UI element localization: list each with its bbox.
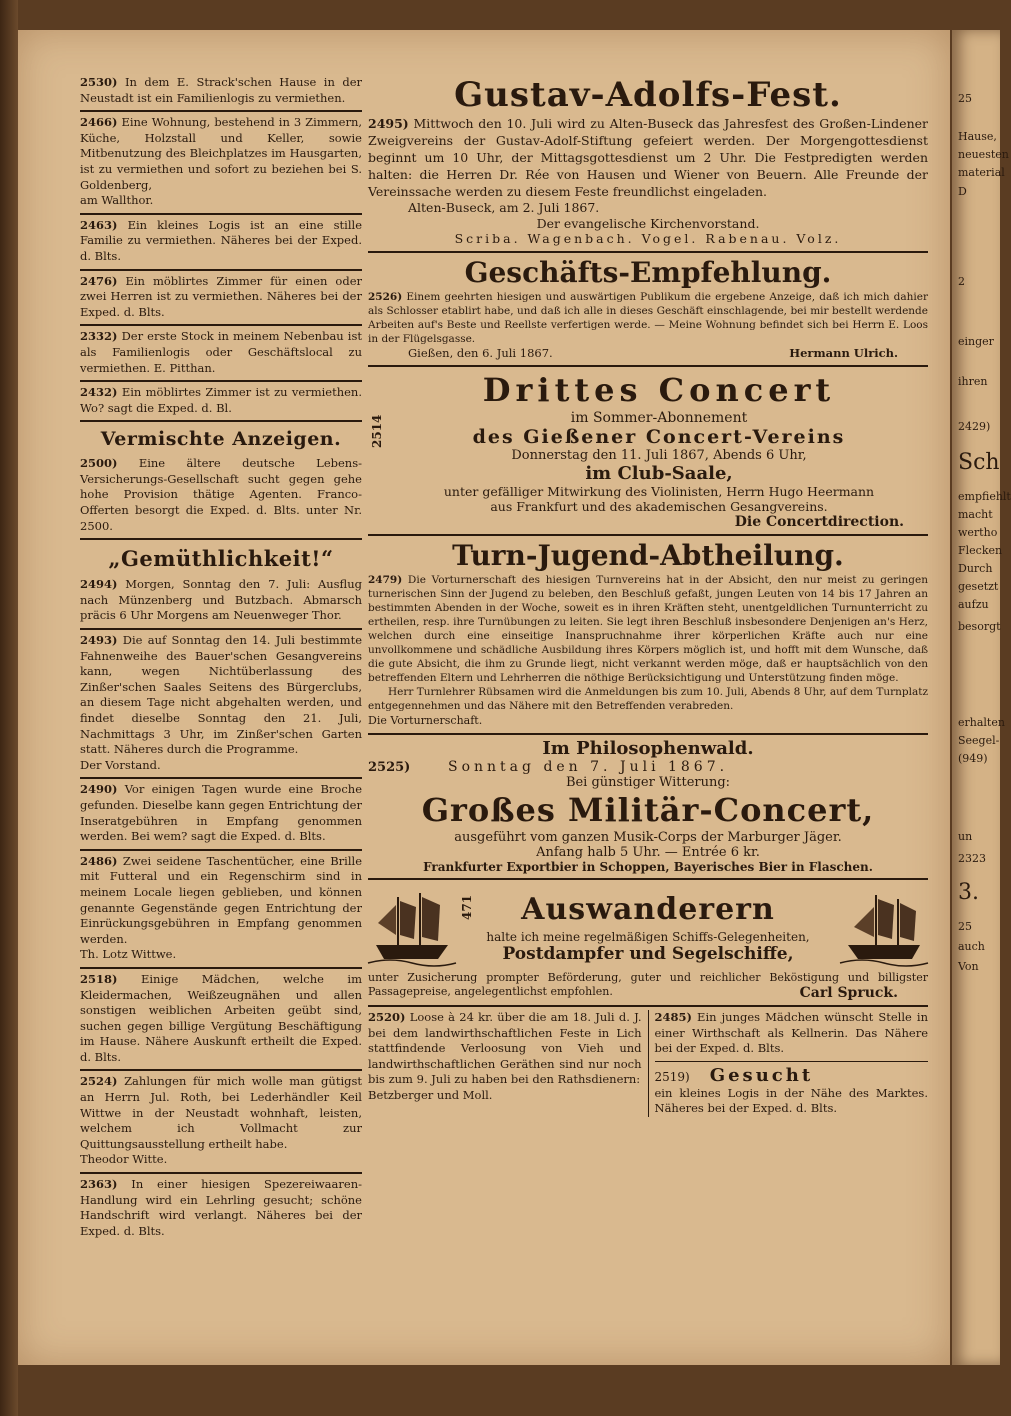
- neighbor-text-fragment: 25: [958, 920, 972, 933]
- ad-number: 2526): [368, 290, 403, 303]
- gustav-title: Gustav-Adolfs-Fest.: [454, 75, 842, 115]
- sailing-ship-illustration: [368, 883, 456, 971]
- militaer-date: Sonntag den 7. Juli 1867.: [448, 758, 729, 775]
- ad-signature: am Wallthor.: [80, 193, 154, 208]
- turn-title: Turn-Jugend-Abtheilung.: [452, 539, 844, 573]
- ad-number: 2495): [368, 116, 409, 131]
- classified-ad: [80, 972, 362, 1066]
- neighbor-text-fragment: auch: [958, 940, 985, 953]
- ad-signature: Th. Lotz Wittwe.: [80, 947, 177, 962]
- classified-ad: [80, 1074, 362, 1168]
- bottom-ads: [368, 1010, 928, 1117]
- neighbor-text-fragment: macht: [958, 508, 993, 521]
- neighbor-text-fragment: Sch: [958, 450, 1000, 475]
- classified-ad: [80, 329, 362, 376]
- neighbor-text-fragment: 2429): [958, 420, 991, 433]
- gustav-names: Scriba. Wagenbach. Vogel. Rabenau. Volz.: [454, 231, 842, 247]
- ad-number: 2530): [80, 75, 118, 89]
- ad-number: 2500): [80, 456, 118, 471]
- newspaper-page: [18, 30, 950, 1365]
- ad-number: 2485): [654, 1009, 692, 1024]
- ad-text: Morgen, Sonntag den 7. Juli: Ausflug nach Münzenberg und Butzbach. Abmarsch präcis 6 Uhr Morgens am Neuenweger Thor.: [80, 577, 362, 623]
- neighbor-text-fragment: empfiehlt: [958, 490, 1011, 503]
- classified-ad: [80, 115, 362, 209]
- militaer-beer: Frankfurter Exportbier in Schoppen, Bayerisches Bier in Flaschen.: [423, 859, 873, 874]
- ad-text: Die auf Sonntag den 14. Juli bestimmte Fahnenweihe des Bauer'schen Gesangvereins kann, wegen Nichtüberlassung des Zinßer'schen Saales Seitens des Bürgerclubs, an diesem Tage nicht abgehalten werden, und findet dieselbe Sonntag den 21. Juli, Nachmittags 3 Uhr, im Zinßer'schen Garten statt. Näheres durch die Programme.: [80, 633, 363, 757]
- auswanderer-line2: Postdampfer und Segelschiffe,: [502, 943, 794, 964]
- militaer-start: Anfang halb 5 Uhr. — Entrée 6 kr.: [536, 844, 760, 860]
- ad-number: 2493): [80, 633, 118, 648]
- neighbor-text-fragment: ihren: [958, 375, 988, 388]
- ad-number: 2463): [80, 217, 118, 232]
- ad-text: Der erste Stock in meinem Nebenbau ist als Familienlogis oder Geschäftslocal zu vermiethen. E. Pitthan.: [80, 329, 363, 375]
- ad-number: 2466): [80, 115, 118, 130]
- ad-text: Zahlungen für mich wolle man gütigst an Herrn Jul. Roth, bei Lederhändler Keil Wittwe in der Neustadt wohnhaft, leisten, welchem ich Vollmacht zur Quittungsausstellung ertheilt habe.: [80, 1074, 363, 1151]
- geschaeft-text: Einem geehrten hiesigen und auswärtigen Publikum die ergebene Anzeige, daß ich mich dahier als Schlosser etablirt habe, und daß ich alle in dieses Geschäft einschlagende, bei mir bestellt werdende Arbeiten auf's Beste und Reellste verfertigen werde. — Meine Wohnung befindet sich bei Herrn E. Loos in der Flügelsgasse.: [368, 290, 928, 345]
- ad-number: 2520): [368, 1009, 406, 1024]
- drittes-concert-ad: [368, 370, 928, 530]
- concert-line5: unter gefälliger Mitwirkung des Violinisten, Herrn Hugo Heermann: [443, 484, 875, 500]
- turn-jugend-ad: [368, 539, 928, 729]
- sailing-ship-illustration: [840, 883, 928, 971]
- ad-signature: Theodor Witte.: [80, 1152, 168, 1167]
- neighbor-text-fragment: 3.: [958, 880, 979, 905]
- kellnerin-text: Ein junges Mädchen wünscht Stelle in einer Wirthschaft als Kellnerin. Das Nähere bei der Exped. d. Blts.: [654, 1009, 929, 1056]
- ad-signature: Der Vorstand.: [80, 757, 161, 772]
- auswanderer-line3: unter Zusicherung prompter Beförderung, guter und reichlicher Beköstigung und billigster Passagepreise, angelegentlichst empfohlen.: [368, 970, 928, 998]
- concert-line6: aus Frankfurt und des akademischen Gesangvereins.: [490, 499, 828, 515]
- neighbor-text-fragment: Von: [958, 960, 979, 973]
- right-column: [368, 75, 928, 1117]
- auswanderer-signature: Carl Spruck.: [799, 984, 898, 1001]
- ad-number: 2524): [80, 1074, 118, 1089]
- book-binding-edge: [0, 0, 18, 1416]
- ad-number: 2432): [80, 385, 118, 400]
- militaer-head: Im Philosophenwald.: [542, 737, 754, 759]
- kellnerin-ad: [648, 1010, 929, 1117]
- militaer-concert-ad: [368, 738, 928, 874]
- neighbor-text-fragment: 2323: [958, 852, 986, 865]
- ad-text: Ein kleines Logis ist an eine stille Familie zu vermiethen. Näheres bei der Exped. d. Blts.: [80, 217, 363, 263]
- classified-ad: [80, 274, 362, 321]
- ad-text: Vor einigen Tagen wurde eine Broche gefunden. Dieselbe kann gegen Entrichtung der Inseratgebühren in Empfang genommen werden. Bei wem? sagt die Exped. d. Blts.: [80, 782, 362, 844]
- militaer-weather: Bei günstiger Witterung:: [565, 774, 731, 790]
- concert-line3: Donnerstag den 11. Juli 1867, Abends 6 Uhr,: [511, 448, 807, 464]
- neighbor-text-fragment: (949): [958, 752, 988, 765]
- classified-ad: [80, 782, 362, 844]
- loose-signature: Betzberger und Moll.: [368, 1087, 493, 1102]
- ad-text: Eine ältere deutsche Lebens-Versicherungs-Gesellschaft sucht gegen gehe hohe Provision thätige Agenten. Franco-Offerten besorgt die Exped. d. Blts. unter Nr. 2500.: [80, 456, 362, 533]
- neighbor-text-fragment: Flecken: [958, 544, 1003, 557]
- ad-number: 2518): [80, 971, 118, 986]
- ad-number: 2476): [80, 273, 118, 288]
- neighbor-text-fragment: Hause,: [958, 130, 997, 143]
- militaer-title: Großes Militär-Concert,: [421, 790, 875, 829]
- neighbor-text-fragment: erhalten: [958, 716, 1005, 729]
- classified-ad: [80, 218, 362, 265]
- neighbor-text-fragment: neuesten: [958, 148, 1009, 161]
- neighbor-text-fragment: einger: [958, 335, 994, 348]
- ad-number: 2486): [80, 853, 118, 868]
- ad-number: 2490): [80, 782, 118, 797]
- section-title-vermischte: Vermischte Anzeigen.: [100, 428, 342, 451]
- neighbor-text-fragment: 25: [958, 92, 972, 105]
- left-column: [80, 75, 362, 1239]
- ad-text: In dem E. Strack'schen Hause in der Neustadt ist ein Familienlogis zu vermiethen.: [80, 75, 363, 105]
- neighbor-text-fragment: besorgt: [958, 620, 1001, 633]
- classified-ad: [80, 633, 362, 773]
- ad-text: In einer hiesigen Spezereiwaaren-Handlung wird ein Lehrling gesucht; schöne Handschrift wird verlangt. Näheres bei der Exped. d. Blts.: [80, 1177, 362, 1238]
- concert-line2: des Gießener Concert-Vereins: [472, 426, 846, 449]
- loose-text: Loose à 24 kr. über die am 18. Juli d. J. bei dem landwirthschaftlichen Feste in Lich stattfindende Verloosung von Vieh und landwirthschaftlichen Geräthen sind nur noch bis zum 9. Juli zu haben bei den Rathsdienern:: [368, 1009, 642, 1087]
- ad-text: Ein möblirtes Zimmer für einen oder zwei Herren ist zu vermiethen. Näheres bei der Exped. d. Blts.: [80, 273, 362, 319]
- turn-signature: Die Vorturnerschaft.: [368, 714, 483, 728]
- classified-ad: [80, 854, 362, 963]
- auswanderer-line1: halte ich meine regelmäßigen Schiffs-Gelegenheiten,: [486, 929, 810, 944]
- classified-ad: [80, 577, 362, 624]
- neighbor-text-fragment: D: [958, 185, 967, 198]
- concert-line4: im Club-Saale,: [585, 463, 733, 485]
- geschaeft-signature: Hermann Ulrich.: [789, 345, 898, 360]
- side-ad-number: 471: [460, 894, 474, 920]
- gustav-place: Alten-Buseck, am 2. Juli 1867.: [408, 200, 600, 215]
- loose-ad: [368, 1010, 642, 1117]
- neighbor-text-fragment: 2: [958, 275, 965, 288]
- concert-title: Drittes Concert: [482, 371, 836, 410]
- turn-text: Die Vorturnerschaft des hiesigen Turnvereins hat in der Absicht, den nur meist zu geringen turnerischen Sinn der Jugend zu beleben, den Beschluß gefaßt, jungen Leuten von 14 bis 17 Jahren an bestimmten Abenden in der Woche, soweit es in ihren Kräften steht, unentgeldlichen Turnunterricht zu ertheilen, resp. ihre Turnübungen zu leiten. Sie legt ihren Beschluß insbesondere Denjenigen an's Herz, welchen durch eine einseitige Inanspruchnahme ihrer körperlichen Kräfte auch nur eine unvollkommene und schädliche Ausbildung ihres Körpers möglich ist, und hofft mit dem Wunsche, daß die gute Absicht, die ihm zu Grunde liegt, nicht verkannt werden möge, daß er hauptsächlich von den betreffenden Eltern und Lehrherren die nöthige Berücksichtigung und Unterstützung finden möge.: [368, 574, 928, 685]
- ad-text: Zwei seidene Taschentücher, eine Brille mit Futteral und ein Regenschirm sind in meinem Locale liegen geblieben, und können genannte Gegenstände gegen Entrichtung der Einrückungsgebühren in Empfang genommen werden.: [80, 853, 363, 946]
- geschaefts-empfehlung-ad: [368, 256, 928, 362]
- gesucht-text: ein kleines Logis in der Nähe des Marktes. Näheres bei der Exped. d. Blts.: [654, 1085, 928, 1116]
- ad-number: 2479): [368, 574, 403, 587]
- classified-ad: [80, 456, 362, 534]
- gustav-board: Der evangelische Kirchenvorstand.: [536, 215, 760, 231]
- neighbor-text-fragment: Durch: [958, 562, 993, 575]
- geschaeft-title: Geschäfts-Empfehlung.: [464, 255, 832, 289]
- neighbor-text-fragment: un: [958, 830, 973, 843]
- auswanderer-ad: [368, 883, 928, 1001]
- gesucht-title: Gesucht: [709, 1064, 814, 1086]
- side-ad-number: 2514: [370, 414, 384, 449]
- ad-number: 2525): [368, 759, 411, 775]
- neighbor-text-fragment: material: [958, 166, 1005, 179]
- ad-number: 2332): [80, 329, 118, 344]
- classified-ad: [80, 1177, 362, 1239]
- ad-number: 2363): [80, 1177, 118, 1192]
- geschaeft-place: Gießen, den 6. Juli 1867.: [408, 345, 553, 360]
- militaer-by: ausgeführt vom ganzen Musik-Corps der Marburger Jäger.: [454, 829, 842, 845]
- ad-text: Einige Mädchen, welche im Kleidermachen, Weißzeugnähen und allen sonstigen weiblichen Arbeiten geübt sind, suchen gegen billige Vergütung Beschäftigung im Hause. Nähere Auskunft ertheilt die Exped. d. Blts.: [80, 971, 363, 1064]
- concert-signature: Die Concertdirection.: [734, 514, 904, 531]
- concert-line1: im Sommer-Abonnement: [570, 410, 748, 427]
- gemuetlichkeit-title: „Gemüthlichkeit!“: [108, 546, 334, 572]
- ad-number: 2494): [80, 577, 118, 592]
- ad-number: 2519): [654, 1069, 690, 1084]
- auswanderer-title: Auswanderern: [521, 891, 775, 927]
- neighbor-page-edge: [952, 30, 1011, 1365]
- neighbor-text-fragment: Seegel-: [958, 734, 1000, 747]
- turn-text2: Herr Turnlehrer Rübsamen wird die Anmeldungen bis zum 10. Juli, Abends 8 Uhr, auf dem Turnplatz entgegennehmen und das Nähere mit den Betreffenden verabreden.: [368, 686, 928, 713]
- classified-ad: [80, 385, 362, 416]
- neighbor-text-fragment: aufzu: [958, 598, 989, 611]
- ad-text: Ein möblirtes Zimmer ist zu vermiethen. Wo? sagt die Exped. d. Bl.: [80, 385, 362, 415]
- gustav-text: Mittwoch den 10. Juli wird zu Alten-Buseck das Jahresfest des Großen-Lindener Zweigvereins der Gustav-Adolf-Stiftung gefeiert werden. Der Morgengottesdienst beginnt um 10 Uhr, der Mittagsgottesdienst um 2 Uhr. Die Festpredigten werden halten: die Herren Dr. Rée von Hausen und Wiener von Beuern. Alle Freunde der Vereinssache werden zu diesem Feste freundlichst eingeladen.: [368, 116, 928, 199]
- neighbor-text-fragment: wertho: [958, 526, 998, 539]
- neighbor-text-fragment: gesetzt: [958, 580, 999, 593]
- ad-text: Eine Wohnung, bestehend in 3 Zimmern, Küche, Holzstall und Keller, sowie Mitbenutzung des Bleichplatzes im Hausgarten, ist zu vermiethen und sofort zu beziehen bei S. Goldenberg,: [80, 115, 363, 192]
- classified-ad: [80, 75, 362, 106]
- gustav-adolfs-fest-ad: [368, 75, 928, 247]
